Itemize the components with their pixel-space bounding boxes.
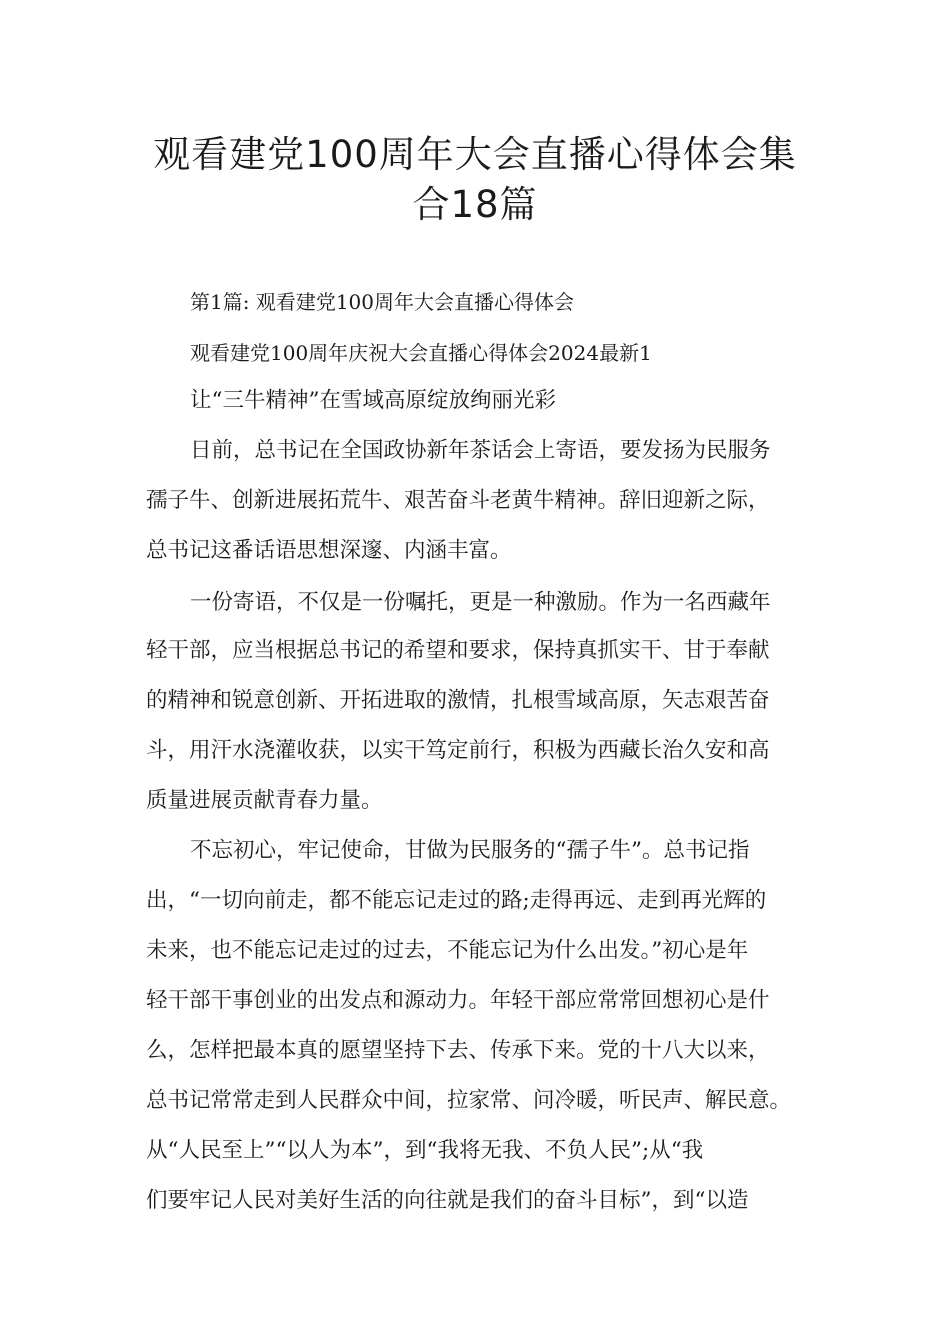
body-line: 么，怎样把最本真的愿望坚持下去、传承下来。党的十八大以来， xyxy=(146,1038,770,1063)
section-heading: 第1篇: 观看建党100周年大会直播心得体会 xyxy=(190,290,574,314)
document-title-line-2: 合18篇 xyxy=(412,183,538,226)
body-line: 从“人民至上”“以人为本”，到“我将无我、不负人民”;从“我 xyxy=(146,1138,704,1163)
body-line: 不忘初心，牢记使命，甘做为民服务的“孺子牛”。总书记指 xyxy=(190,838,750,863)
body-line: 斗，用汗水浇灌收获，以实干笃定前行，积极为西藏长治久安和高 xyxy=(146,738,770,763)
article-subtitle: 让“三牛精神”在雪域高原绽放绚丽光彩 xyxy=(190,388,556,413)
body-line: 们要牢记人民对美好生活的向往就是我们的奋斗目标”，到“以造 xyxy=(146,1188,749,1213)
article-title: 观看建党100周年庆祝大会直播心得体会2024最新1 xyxy=(190,341,652,365)
document-title-line-1: 观看建党100周年大会直播心得体会集 xyxy=(153,133,797,176)
body-line: 总书记常常走到人民群众中间，拉家常、问冷暖，听民声、解民意。 xyxy=(146,1088,792,1113)
body-line: 质量进展贡献青春力量。 xyxy=(146,788,383,813)
body-line: 孺子牛、创新进展拓荒牛、艰苦奋斗老黄牛精神。辞旧迎新之际， xyxy=(146,488,770,513)
body-line: 日前，总书记在全国政协新年茶话会上寄语，要发扬为民服务 xyxy=(190,438,771,463)
body-line: 未来，也不能忘记走过的过去，不能忘记为什么出发。”初心是年 xyxy=(146,938,749,963)
body-line: 出，“一切向前走，都不能忘记走过的路;走得再远、走到再光辉的 xyxy=(146,888,767,913)
body-line: 的精神和锐意创新、开拓进取的激情，扎根雪域高原，矢志艰苦奋 xyxy=(146,688,770,713)
body-line: 一份寄语，不仅是一份嘱托，更是一种激励。作为一名西藏年 xyxy=(190,590,771,615)
body-line: 轻干部，应当根据总书记的希望和要求，保持真抓实干、甘于奉献 xyxy=(146,638,770,663)
body-line: 轻干部干事创业的出发点和源动力。年轻干部应常常回想初心是什 xyxy=(146,988,770,1013)
body-line: 总书记这番话语思想深邃、内涵丰富。 xyxy=(146,538,512,563)
